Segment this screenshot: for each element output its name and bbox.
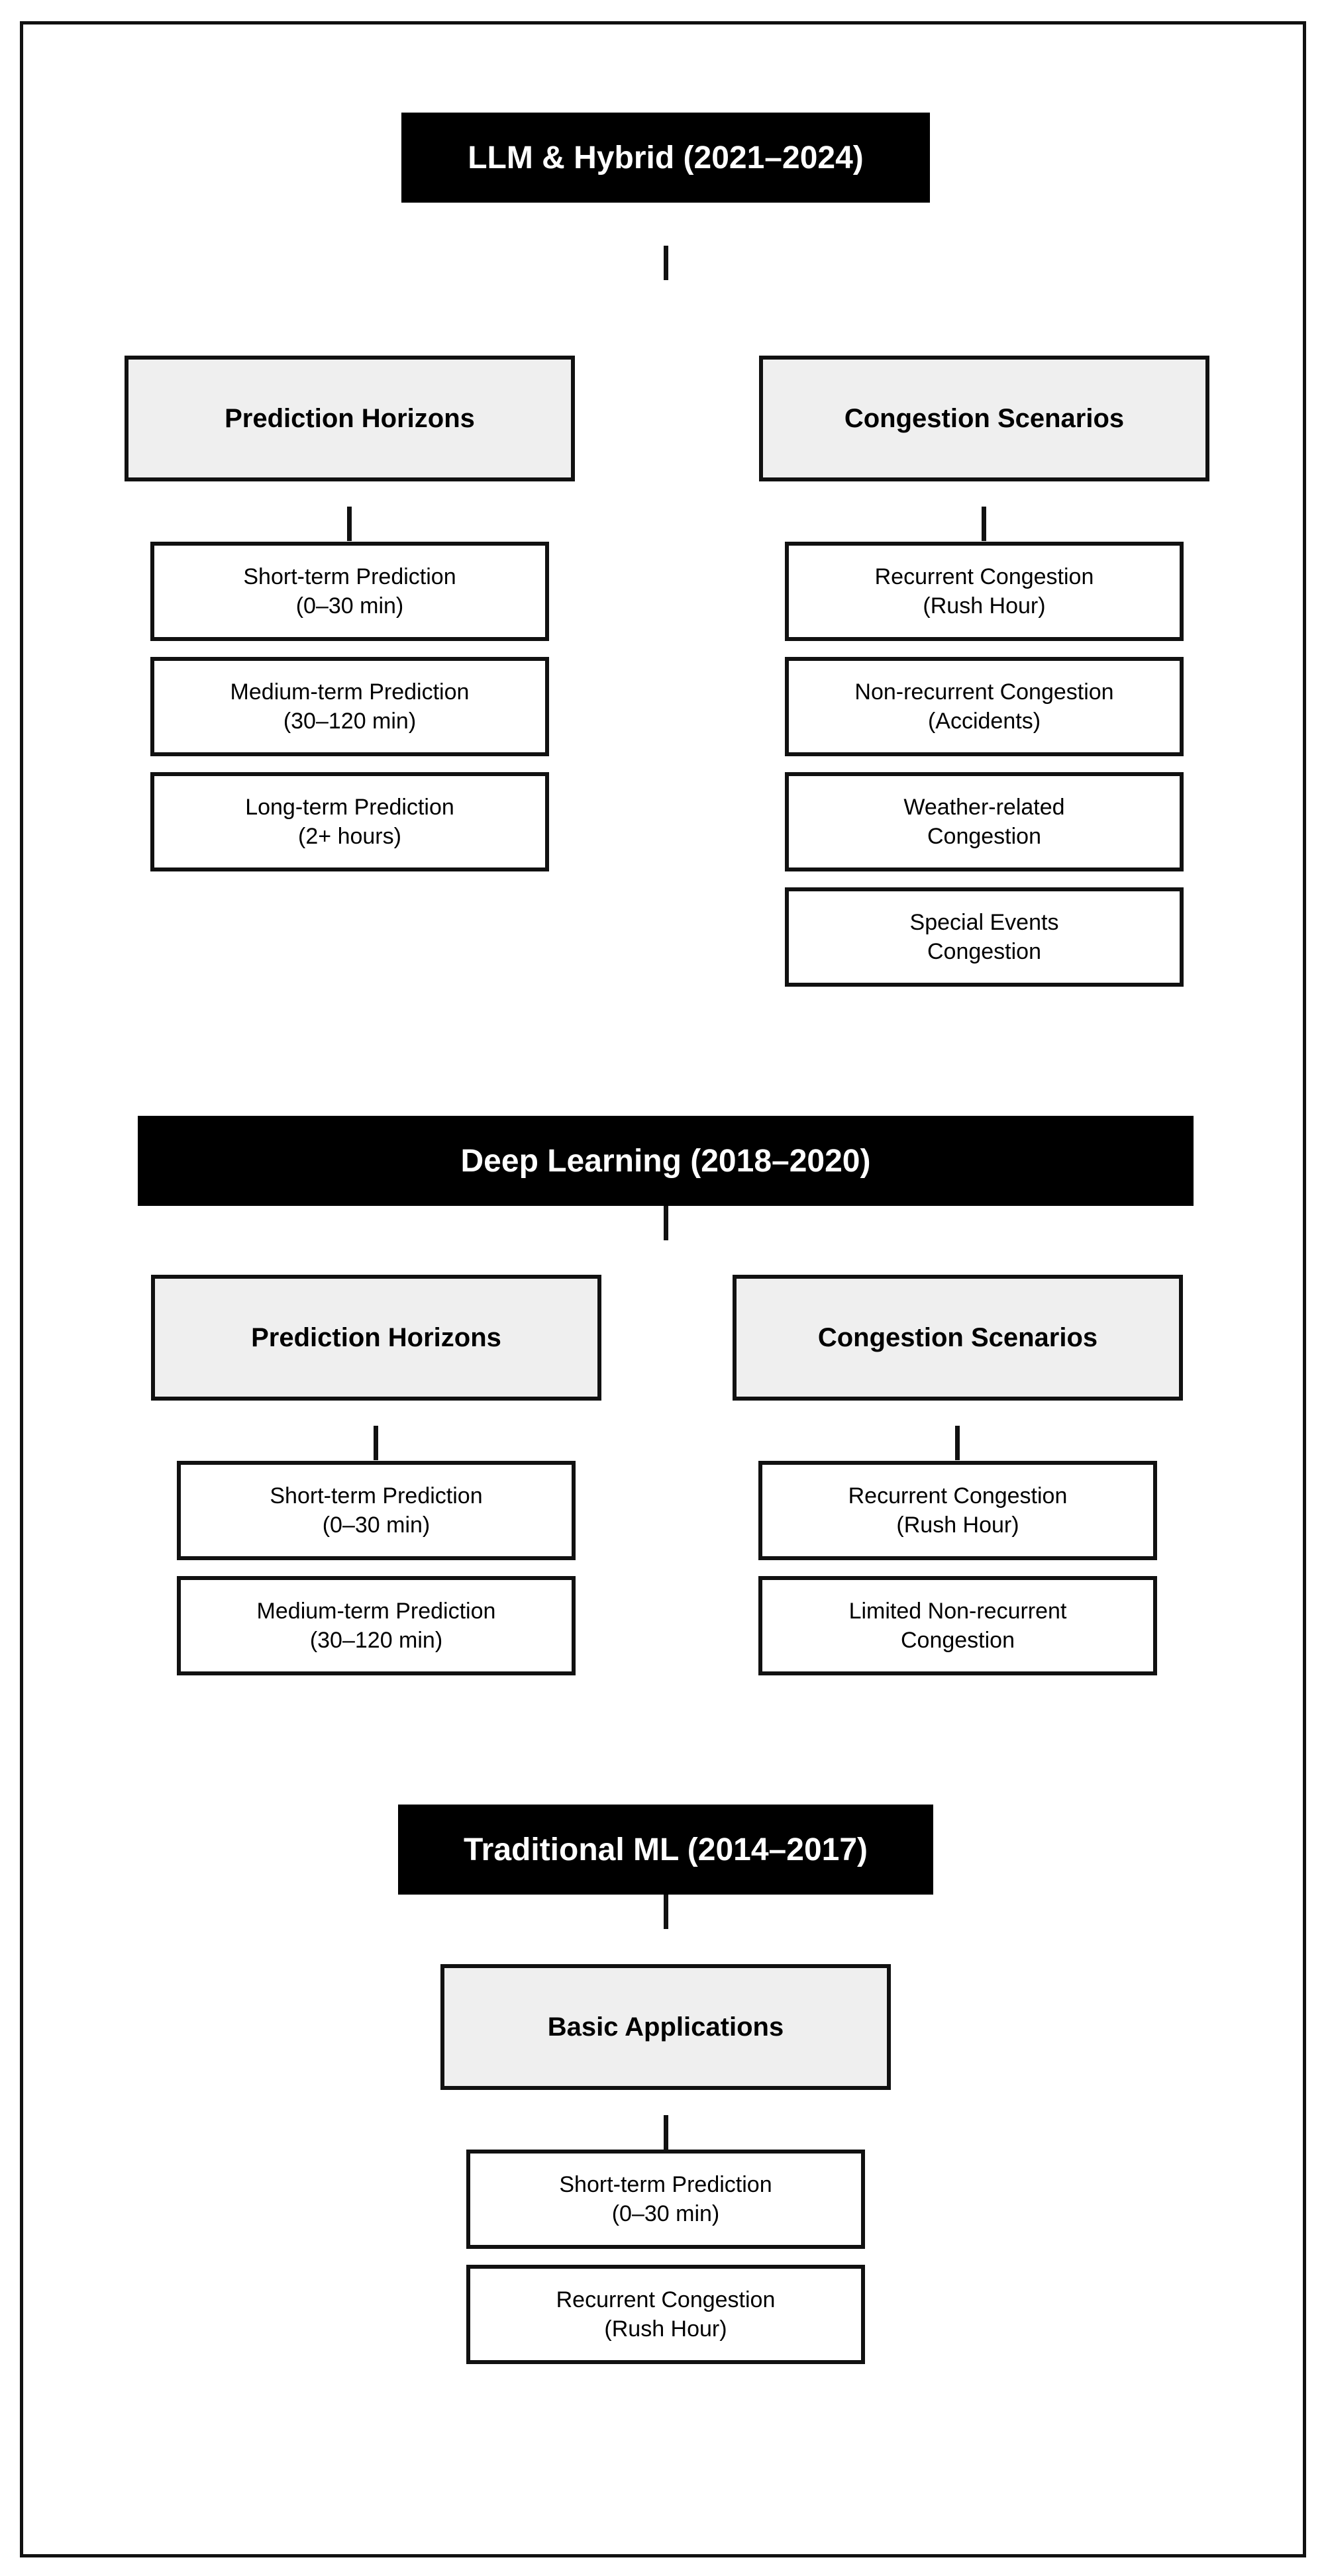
item-line-2: Congestion [927, 939, 1041, 964]
category-prediction-horizons: Prediction Horizons [125, 356, 575, 481]
item-box [785, 657, 1184, 756]
item-box [150, 542, 549, 641]
item-box [785, 542, 1184, 641]
connector-line [347, 507, 352, 541]
category-congestion-scenarios: Congestion Scenarios [733, 1275, 1183, 1401]
item-line-1: Short-term Prediction [243, 564, 456, 589]
item-line-1: Long-term Prediction [245, 795, 454, 820]
item-line-1: Short-term Prediction [270, 1483, 483, 1509]
item-box [177, 1461, 576, 1560]
item-box [177, 1576, 576, 1675]
connector-line [955, 1426, 960, 1460]
tier-header-deep-learning: Deep Learning (2018–2020) [138, 1116, 1194, 1206]
item-line-2: (0–30 min) [322, 1512, 431, 1538]
connector-line [664, 1206, 668, 1240]
item-line-1: Non-recurrent Congestion [854, 679, 1114, 705]
connector-line [664, 1895, 668, 1929]
item-line-2: (30–120 min) [283, 709, 417, 734]
item-line-1: Limited Non-recurrent [848, 1599, 1067, 1624]
connector-line [664, 2115, 668, 2150]
item-box [758, 1461, 1157, 1560]
category-basic-applications: Basic Applications [440, 1964, 891, 2090]
category-prediction-horizons: Prediction Horizons [151, 1275, 601, 1401]
item-line-1: Recurrent Congestion [848, 1483, 1068, 1509]
item-line-1: Special Events [909, 910, 1059, 935]
item-box [785, 887, 1184, 987]
item-box [150, 772, 549, 871]
item-box [758, 1576, 1157, 1675]
tier-header-llm-hybrid: LLM & Hybrid (2021–2024) [401, 113, 930, 203]
item-line-2: Congestion [900, 1628, 1015, 1653]
connector-line [374, 1426, 378, 1460]
item-line-2: (Accidents) [927, 709, 1041, 734]
item-line-2: (2+ hours) [298, 824, 401, 849]
item-line-2: (Rush Hour) [923, 593, 1046, 619]
tier-header-traditional-ml: Traditional ML (2014–2017) [398, 1805, 933, 1895]
item-line-1: Recurrent Congestion [874, 564, 1094, 589]
item-box [785, 772, 1184, 871]
item-line-2: Congestion [927, 824, 1041, 849]
item-box [466, 2265, 865, 2364]
item-line-2: (30–120 min) [309, 1628, 443, 1653]
item-line-2: (0–30 min) [611, 2201, 720, 2226]
item-line-1: Recurrent Congestion [556, 2287, 776, 2312]
item-line-2: (0–30 min) [295, 593, 404, 619]
item-box [150, 657, 549, 756]
item-line-1: Weather-related [903, 795, 1065, 820]
diagram-frame [20, 21, 1306, 2557]
category-congestion-scenarios: Congestion Scenarios [759, 356, 1209, 481]
connector-line [664, 246, 668, 280]
item-line-1: Medium-term Prediction [230, 679, 470, 705]
item-line-2: (Rush Hour) [896, 1512, 1019, 1538]
connector-line [982, 507, 986, 541]
item-line-1: Medium-term Prediction [256, 1599, 496, 1624]
item-line-2: (Rush Hour) [604, 2316, 727, 2342]
item-box [466, 2150, 865, 2249]
item-line-1: Short-term Prediction [559, 2172, 772, 2197]
